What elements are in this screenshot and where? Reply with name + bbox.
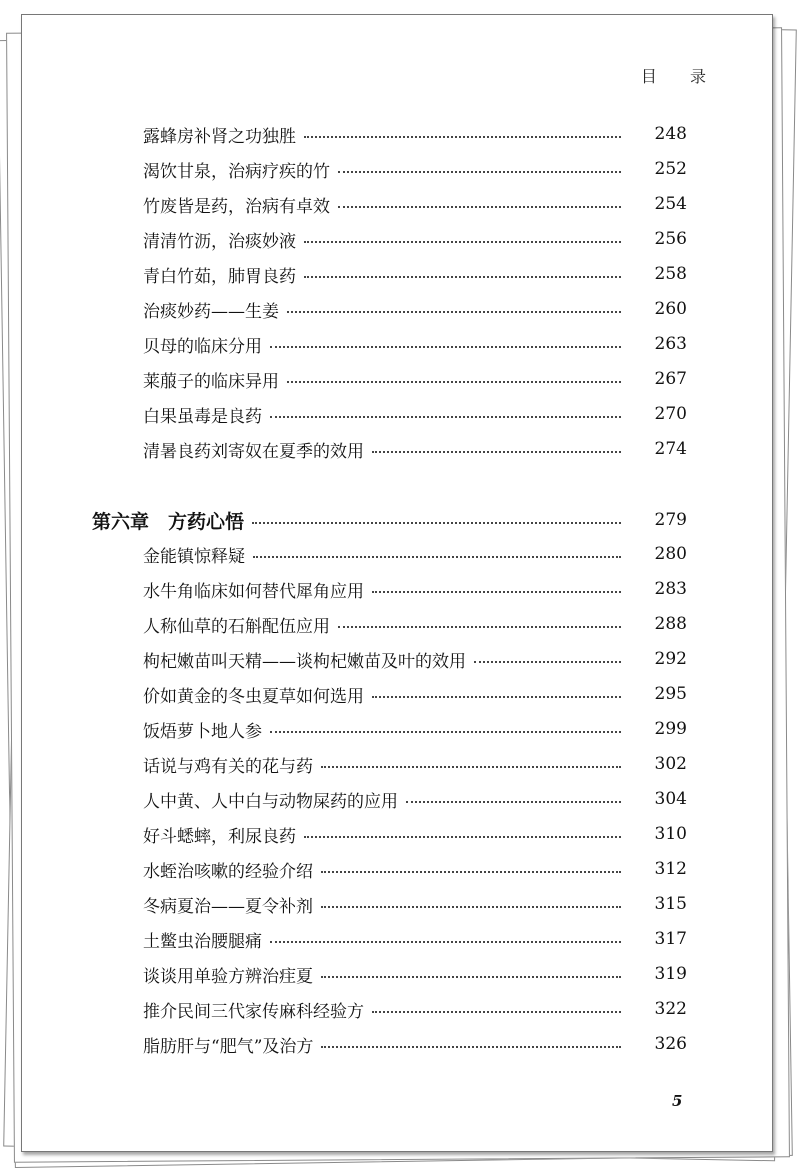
toc-entry-page: 288 [654, 614, 687, 634]
toc-entry-title: 土鳖虫治腰腿痛 [143, 931, 262, 952]
leader-dots [372, 696, 621, 698]
leader-dots [372, 591, 621, 593]
chapter-title: 第六章 方药心悟 [92, 510, 245, 533]
toc-entry[interactable] [0, 363, 687, 395]
toc-entry[interactable] [0, 1028, 687, 1060]
toc-entry-page: 267 [654, 369, 687, 389]
leader-dots [321, 766, 621, 768]
toc-entry[interactable] [0, 993, 687, 1025]
toc-entry[interactable] [0, 748, 687, 780]
leader-dots [304, 276, 621, 278]
toc-entry-title: 脂肪肝与“肥气”及治方 [143, 1036, 314, 1057]
toc-entry-title: 谈谈用单验方辨治疰夏 [143, 966, 313, 987]
toc-entry-page: 304 [654, 789, 687, 809]
toc-entry-page: 292 [654, 649, 687, 669]
toc-entry-page: 274 [654, 439, 687, 459]
toc-entry-title: 好斗蟋蟀，利尿良药 [143, 826, 296, 847]
toc-entry-page: 317 [654, 929, 687, 949]
toc-entry-title: 清暑良药刘寄奴在夏季的效用 [143, 441, 364, 462]
leader-dots [252, 522, 621, 524]
leader-dots [287, 311, 621, 313]
toc-entry-page: 248 [654, 124, 687, 144]
toc-entry-page: 315 [654, 894, 687, 914]
toc-entry[interactable] [0, 223, 687, 255]
toc-entry-page: 256 [654, 229, 687, 249]
toc-entry[interactable] [0, 328, 687, 360]
running-header: 目 录 [640, 67, 720, 86]
toc-entry-page: 254 [654, 194, 687, 214]
toc-entry-page: 319 [654, 964, 687, 984]
toc-entry-page: 312 [654, 859, 687, 879]
toc-entry-title: 渴饮甘泉，治病疗疾的竹 [143, 161, 330, 182]
toc-entry-title: 贝母的临床分用 [143, 336, 262, 357]
toc-entry-title: 价如黄金的冬虫夏草如何选用 [143, 686, 364, 707]
toc-entry-title: 冬病夏治——夏令补剂 [143, 896, 313, 917]
leader-dots [474, 661, 621, 663]
toc-entry-title: 竹废皆是药，治病有卓效 [143, 196, 330, 217]
toc-entry[interactable] [0, 713, 687, 745]
toc-entry-page: 326 [654, 1034, 687, 1054]
toc-entry-title: 枸杞嫩苗叫天精——谈枸杞嫩苗及叶的效用 [143, 651, 466, 672]
page-number: 5 [672, 1092, 683, 1110]
leader-dots [321, 906, 621, 908]
leader-dots [321, 976, 621, 978]
toc-entry-page: 252 [654, 159, 687, 179]
leader-dots [338, 206, 621, 208]
leader-dots [270, 346, 621, 348]
leader-dots [270, 941, 621, 943]
toc-entry-title: 莱菔子的临床异用 [143, 371, 279, 392]
toc-entry-page: 260 [654, 299, 687, 319]
toc-entry-page: 322 [654, 999, 687, 1019]
leader-dots [270, 416, 621, 418]
toc-entry-title: 推介民间三代家传麻科经验方 [143, 1001, 364, 1022]
leader-dots [253, 556, 621, 558]
leader-dots [304, 836, 621, 838]
leader-dots [338, 626, 621, 628]
toc-entry-title: 金能镇惊释疑 [143, 546, 245, 567]
toc-entry-title: 水牛角临床如何替代犀角应用 [143, 581, 364, 602]
toc-entry-title: 青白竹茹，肺胃良药 [143, 266, 296, 287]
toc-entry-title: 露蜂房补肾之功独胜 [143, 126, 296, 147]
toc-entry-page: 310 [654, 824, 687, 844]
toc-entry-title: 人称仙草的石斛配伍应用 [143, 616, 330, 637]
leader-dots [287, 381, 621, 383]
toc-entry[interactable] [0, 258, 687, 290]
toc-entry[interactable] [0, 783, 687, 815]
toc-entry[interactable] [0, 538, 687, 570]
toc-entry[interactable] [0, 188, 687, 220]
toc-entry[interactable] [0, 608, 687, 640]
toc-entry-page: 295 [654, 684, 687, 704]
toc-entry-page: 280 [654, 544, 687, 564]
leader-dots [270, 731, 621, 733]
toc-entry[interactable] [0, 118, 687, 150]
toc-entry[interactable] [0, 678, 687, 710]
toc-entry[interactable] [0, 643, 687, 675]
toc-entry[interactable] [0, 398, 687, 430]
toc-entry[interactable] [0, 433, 687, 465]
toc-entry-title: 饭焐萝卜地人参 [143, 721, 262, 742]
leader-dots [372, 451, 621, 453]
toc-entry-page: 283 [654, 579, 687, 599]
leader-dots [321, 871, 621, 873]
toc-entry[interactable] [0, 573, 687, 605]
toc-entry[interactable] [0, 923, 687, 955]
leader-dots [338, 171, 621, 173]
toc-entry-title: 白果虽毒是良药 [143, 406, 262, 427]
toc-entry-title: 清清竹沥，治痰妙液 [143, 231, 296, 252]
toc-entry[interactable] [0, 888, 687, 920]
toc-entry-page: 270 [654, 404, 687, 424]
toc-entry-title: 人中黄、人中白与动物屎药的应用 [143, 791, 398, 812]
leader-dots [406, 801, 621, 803]
toc-entry[interactable] [0, 293, 687, 325]
toc-entry-page: 258 [654, 264, 687, 284]
toc-entry-title: 水蛭治咳嗽的经验介绍 [143, 861, 313, 882]
toc-chapter-heading[interactable] [0, 504, 687, 536]
chapter-page: 279 [654, 510, 687, 530]
toc-entry[interactable] [0, 958, 687, 990]
leader-dots [321, 1046, 621, 1048]
toc-entry[interactable] [0, 153, 687, 185]
leader-dots [304, 136, 621, 138]
leader-dots [372, 1011, 621, 1013]
toc-entry[interactable] [0, 818, 687, 850]
toc-entry-title: 话说与鸡有关的花与药 [143, 756, 313, 777]
toc-entry-title: 治痰妙药——生姜 [143, 301, 279, 322]
toc-entry-page: 299 [654, 719, 687, 739]
toc-entry-page: 263 [654, 334, 687, 354]
toc-entry[interactable] [0, 853, 687, 885]
toc-entry-page: 302 [654, 754, 687, 774]
leader-dots [304, 241, 621, 243]
